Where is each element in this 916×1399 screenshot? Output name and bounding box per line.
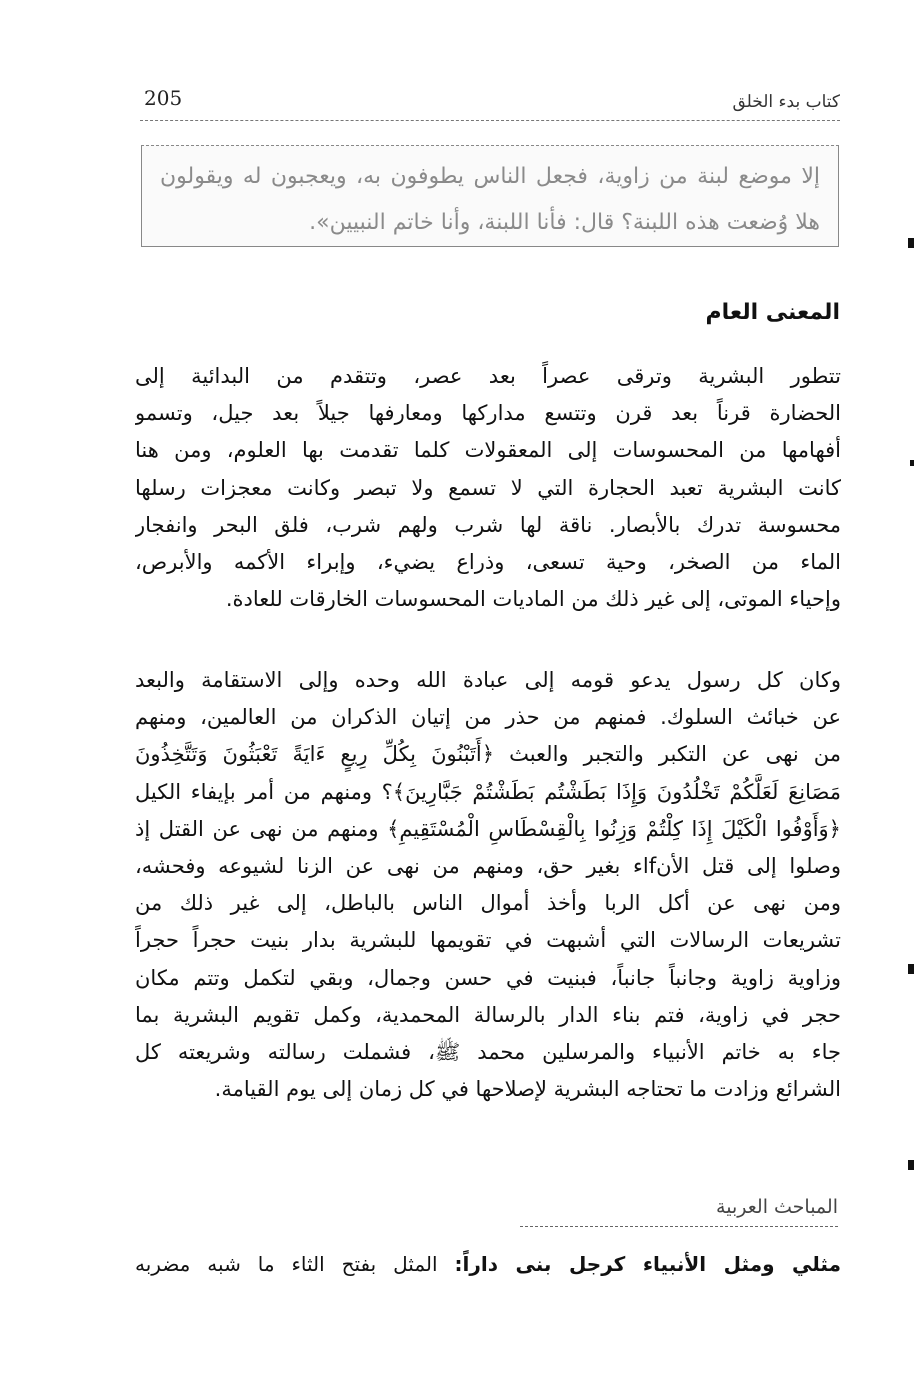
text-line: ومن نهى عن أكل الربا وأخذ أموال الناس بالباطل، إلى غير ذلك من (135, 891, 841, 916)
text-line: محسوسة تدرك بالأبصار. ناقة لها شرب ولهم شرب، فلق البحر وانفجار (135, 512, 841, 537)
text-line: الماء من الصخر، وحية تسعى، وذراع يضيء، وإبراء الأكمه والأبرص، (135, 550, 841, 575)
running-title: كتاب بدء الخلق (732, 92, 840, 112)
margin-mark (908, 238, 914, 248)
header-divider (140, 120, 840, 121)
text-line: عن خبائث السلوك. فمنهم من حذر من إتيان الذكران من العالمين، ومنهم (135, 705, 841, 730)
text-line: تشريعات الرسالات التي أشبهت في تقويمها للبشرية بدار بنيت حجراً حجراً (135, 928, 841, 953)
text-line: الشرائع وزادت ما تحتاجه البشرية لإصلاحها في كل زمان إلى يوم القيامة. (214, 1077, 841, 1102)
notes-bold-phrase: مثلي ومثل الأنبياء كرجل بنى داراً: (454, 1252, 841, 1276)
text-line: وصلوا إلى قتل الأنfاء بغير حق، ومنهم من نهى عن الزنا لشيوعه وفحشه، (135, 854, 841, 879)
page-number: 205 (144, 86, 183, 110)
notes-text: المثل بفتح الثاء ما شبه مضربه (135, 1252, 455, 1276)
text-line: حجر في زاوية، فتم بناء الدار بالرسالة المحمدية، وكمل تقويم البشرية بما (135, 1002, 841, 1027)
text-line: تتطور البشرية وترقى عصراً بعد عصر، وتتقدم من البدائية إلى (135, 364, 841, 388)
margin-mark (908, 1160, 914, 1170)
text-line: من نهى عن التكبر والتجبر والعبث ﴿أَتَبْنُونَ بِكُلِّ رِيعٍ ءَايَةً تَعْبَثُونَ وَتَتَّخِذُونَ (135, 742, 841, 767)
text-line: أفهامها من المحسوسات إلى المعقولات كلما تقدمت بها العلوم، ومن هنا (135, 438, 841, 463)
paragraph-general-meaning-1 (135, 358, 841, 618)
text-line: الحضارة قرناً بعد قرن وتتسع مداركها ومعارفها جيلاً بعد جيل، وتسمو (135, 401, 841, 426)
hadith-line: إلا موضع لبنة من زاوية، فجعل الناس يطوفون به، ويعجبون له ويقولون (160, 164, 820, 189)
notes-first-line (135, 1246, 841, 1282)
text-line: وزاوية زاوية وجانباً جانباً، فبنيت في حسن وجمال، وبقي لتكمل وتتم مكان (135, 965, 841, 990)
text-line: جاء به خاتم الأنبياء والمرسلين محمد ﷺ، فشملت رسالته وشريعته كل (135, 1040, 841, 1065)
text-line: ﴿وَأَوْفُوا الْكَيْلَ إِذَا كِلْتُمْ وَزِنُوا بِالْقِسْطَاسِ الْمُسْتَقِيمِ﴾ ومنهم من نهى عن القتل إذ (135, 816, 841, 841)
hadith-text-box (141, 145, 839, 247)
paragraph-general-meaning-2 (135, 662, 841, 1108)
text-line: مَصَانِعَ لَعَلَّكُمْ تَخْلُدُونَ وَإِذَا بَطَشْتُم بَطَشْتُمْ جَبَّارِينَ﴾؟ ومنهم من أمر بإيفاء الكيل (135, 779, 841, 804)
page-header (140, 86, 840, 116)
margin-mark (910, 460, 914, 466)
section-heading: المعنى العام (705, 300, 840, 325)
text-line: وإحياء الموتى، إلى غير ذلك من الماديات المحسوسات الخارقات للعادة. (225, 587, 841, 612)
text-line: كانت البشرية تعبد الحجارة التي لا تسمع ولا تبصر وكانت معجزات رسلها (135, 475, 841, 500)
hadith-line: هلا وُضعت هذه اللبنة؟ قال: فأنا اللبنة، وأنا خاتم النبيين». (309, 210, 820, 235)
text-line: وكان كل رسول يدعو قومه إلى عبادة الله وحده وإلى الاستقامة والبعد (135, 668, 841, 692)
notes-section-title: المباحث العربية (716, 1196, 838, 1218)
notes-divider (520, 1226, 838, 1227)
margin-mark (908, 964, 914, 974)
